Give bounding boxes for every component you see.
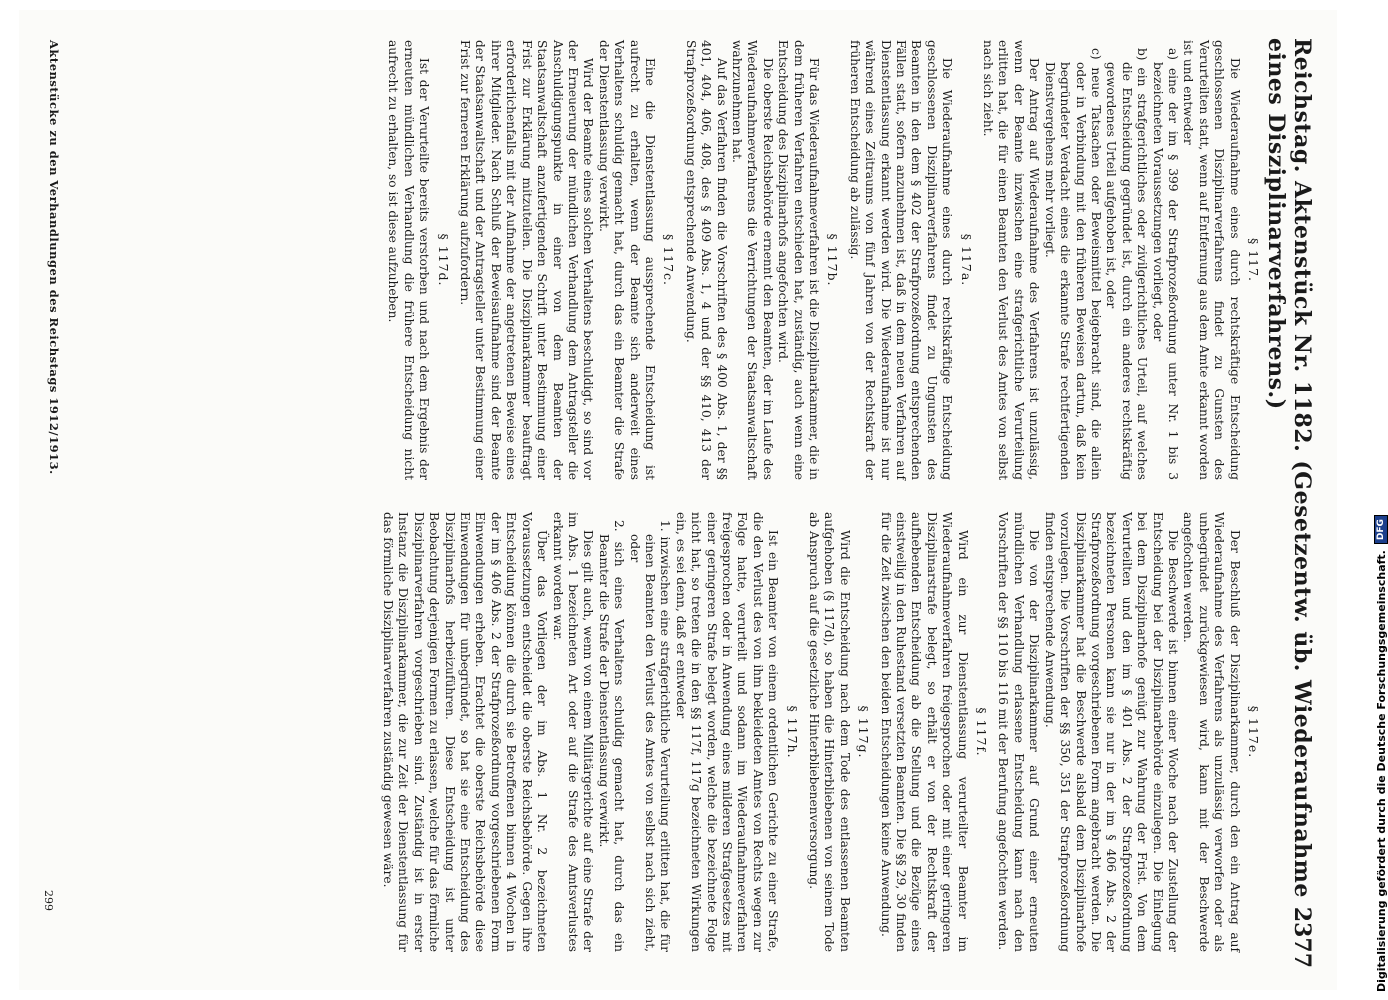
section-heading: § 117e. bbox=[1246, 705, 1261, 759]
digitization-credit bbox=[1374, 515, 1388, 992]
paragraph: Die Wiederaufnahme eines durch rechtskräftige Entscheidung geschlossenen Disziplinarverfahrens findet zu Gunsten des Verurteilten statt, wenn auf Entfernung aus dem Amte erkannt worden ist und entweder bbox=[1181, 40, 1242, 480]
folio-number: 299 bbox=[42, 890, 55, 911]
paragraph: Wird die Entscheidung nach dem Tode des entlassenen Beamten aufgehoben (§ 117d), so haben die Hinterbliebenen von seinem Tode ab Anspruch auf die gesetzliche Hinterbliebenenversorgung. bbox=[807, 512, 852, 952]
paragraph: Die Wiederaufnahme eines durch rechtskräftige Entscheidung geschlossenen Disziplinarverfahrens findet zu Ungunsten des Beamten in den dem § 402 der Strafprozeßordnung entsprechenden Fällen statt, sofern anzunehmen ist, daß in dem neuen Verfahren auf Dienstentlassung erkannt werden wird. Die Wiederaufnahme ist nur während eines Zeitraums von fünf Jahren von der Rechtskraft der früheren Entscheidung ab zulässig. bbox=[847, 40, 955, 480]
paragraph: Für das Wiederaufnahmeverfahren ist die Disziplinarkammer, die in dem früheren Verfahren entschieden hat, zuständig, auch wenn eine Entscheidung des Disziplinarhofs angefochten wird. bbox=[776, 40, 822, 480]
right-text-column bbox=[380, 512, 1267, 952]
list-item: b) ein strafgerichtliches oder zivilgerichtliches Urteil, auf welches die Entscheidung gegründet ist, durch ein anderes rechtskräftig gewordenes Urteil aufgehoben ist, oder bbox=[1104, 48, 1150, 480]
paragraph: Die Beschwerde ist binnen einer Woche nach der Zustellung der Entscheidung bei der Disziplinarbehörde einzulegen. Die Einlegung bei dem Disziplinarhofe genügt zur Wahrung der Frist. Von dem Verurteilten und den im § 401 Abs. 2 der Strafprozeßordnung bezeichneten Personen kann sie nur in der im § 406 Abs. 2 der Strafprozeßordnung vorgeschriebenen Form angebracht werden. Die Disziplinarkammer hat die Beschwerde alsbald dem Disziplinarhofe vorzulegen. Die Vorschriften der §§ 350, 351 der Strafprozeßordnung finden entsprechende Anwendung. bbox=[1042, 512, 1180, 952]
page-header bbox=[1263, 38, 1315, 968]
document-page bbox=[19, 10, 1337, 990]
section-heading: § 117. bbox=[1246, 237, 1261, 283]
list-item: 1. inzwischen eine strafgerichtliche Verurteilung erlitten hat, die für einen Beamten den Verlust des Amtes von selbst nach sich zieht, oder bbox=[627, 520, 673, 952]
section-heading: § 117h. bbox=[784, 705, 800, 759]
credit-text: Digitalisierung gefördert durch die Deutsche Forschungsgemeinschaft. bbox=[1374, 550, 1388, 992]
page-title: Reichstag. Aktenstück Nr. 1182. (Gesetzentw. üb. Wiederaufnahme eines Disziplinarverfahrens.) bbox=[1263, 38, 1315, 898]
paragraph: Ist ein Beamter von einem ordentlichen Gerichte zu einer Strafe, die den Verlust des von ihm bekleideten Amtes von Rechts wegen zur Folge hatte, verurteilt und sodann im Wiederaufnahmeverfahren freigesprochen oder in Anwendung eines milderen Strafgesetzes mit einer geringeren Strafe belegt worden, welche die bezeichnete Folge nicht hat, so treten die in den §§ 117f, 117g bezeichneten Wirkungen ein, es sei denn, daß er entweder bbox=[673, 512, 781, 952]
section-heading: § 117d. bbox=[435, 233, 451, 287]
list-item: 2. sich eines Verhaltens schuldig gemacht hat, durch das ein Beamter die Strafe der Dienstentlassung verwirkt. bbox=[596, 520, 627, 952]
paragraph: Die von der Disziplinarkammer auf Grund einer erneuten mündlichen Verhandlung erlassene Entscheidung kann nach den Vorschriften der §§ 110 bis 116 mit der Berufung angefochten werden. bbox=[996, 512, 1042, 952]
section-heading: § 117a. bbox=[958, 233, 974, 287]
list-item: c) neue Tatsachen oder Beweismittel beigebracht sind, die allein oder in Verbindung mit den früheren Beweisen dartun, daß kein begründeter Verdacht eines die erkannte Strafe rechtfertigenden Dienstvergehens mehr vorliegt. bbox=[1042, 48, 1103, 480]
paragraph: Über das Vorliegen der im Abs. 1 Nr. 2 bezeichneten Voraussetzungen entscheidet die oberste Reichsbehörde. Gegen ihre Entscheidung können die durch sie Betroffenen binnen 4 Wochen in der im § 406 Abs. 2 der Strafprozeßordnung vorgeschriebenen Form Einwendungen erheben. Erachtet die oberste Reichsbehörde diese Einwendungen für unbegründet, so hat sie eine Entscheidung des Disziplinarhofs herbeizuführen. Diese Entscheidung ist unter Beobachtung derjenigen Formen zu erlassen, welche für das förmliche Disziplinarverfahren vorgeschrieben sind. Zuständig ist in erster Instanz die Disziplinarkammer, die zur Zeit der Dienstentlassung für das förmliche Disziplinarverfahren zuständig gewesen wäre. bbox=[381, 512, 550, 952]
paragraph: Eine die Dienstentlassung aussprechende Entscheidung ist aufrecht zu erhalten, wenn der Beamte sich anderweit eines Verhaltens schuldig gemacht hat, durch das ein Beamter die Strafe der Dienstentlassung verwirkt. bbox=[596, 40, 657, 480]
paragraph: Die oberste Reichsbehörde ernennt den Beamten, der im Laufe des Wiederaufnahmeverfahrens die Verrichtungen der Staatsanwaltschaft wahrzunehmen hat. bbox=[730, 40, 775, 480]
paragraph: Auf das Verfahren finden die Vorschriften des § 400 Abs. 1, der §§ 401, 404, 406, 408, des § 409 Abs. 1, 4 und der §§ 410, 413 der Strafprozeßordnung entsprechende Anwendung. bbox=[683, 40, 729, 480]
left-text-column bbox=[385, 40, 1267, 480]
paragraph: Wird ein zur Dienstentlassung verurteilter Beamter im Wiederaufnahmeverfahren freigesprochen oder mit einer geringeren Disziplinarstrafe belegt, so erhält er von der Rechtskraft der aufhebenden Entscheidung ab die Stellung und die Bezüge eines einstweilig in den Ruhestand versetzten Beamten. Die §§ 29, 30 finden für die Zeit zwischen den beiden Entscheidungen keine Anwendung. bbox=[878, 512, 970, 952]
page-footer: Aktenstücke zu den Verhandlungen des Reichstags 1912/1913. bbox=[47, 40, 61, 475]
paragraph: Wird der Beamte eines solchen Verhaltens beschuldigt, so sind vor der Erneuerung der mündlichen Verhandlung dem Antragsteller die Anschuldigungspunkte in einer von dem Beamten der Staatsanwaltschaft anzufertigenden Schrift unter Bestimmung einer Frist zur Erklärung mitzuteilen. Die Disziplinarkammer beauftragt erforderlichenfalls mit der Aufnahme der angetretenen Beweise eines ihrer Mitglieder. Nach Schluß der Beweisaufnahme sind der Beamte der Staatsanwaltschaft und der Antragsteller unter Bestimmung einer Frist zur ferneren Erklärung aufzufordern. bbox=[458, 40, 596, 480]
page-number: 2377 bbox=[1289, 906, 1315, 968]
list-item: a) eine der im § 399 der Strafprozeßordnung unter Nr. 1 bis 3 bezeichneten Voraussetzungen vorliegt, oder bbox=[1150, 48, 1180, 480]
paragraph: Ist der Verurteilte bereits verstorben und nach dem Ergebnis der erneuten mündlichen Verhandlung die frühere Entscheidung nicht aufrecht zu erhalten, so ist diese aufzuheben. bbox=[386, 40, 432, 480]
dfg-logo: DFG bbox=[1374, 515, 1388, 544]
paragraph: Der Antrag auf Wiederaufnahme des Verfahrens ist unzulässig, wenn der Beamte inzwischen eine strafgerichtliche Verurteilung erlitten hat, die für einen Beamten den Verlust des Amtes von selbst nach sich zieht. bbox=[981, 40, 1042, 480]
section-heading: § 117g. bbox=[856, 705, 872, 759]
section-heading: § 117f. bbox=[974, 707, 990, 757]
section-heading: § 117b. bbox=[825, 233, 841, 287]
section-heading: § 117c. bbox=[661, 233, 677, 287]
paragraph: Der Beschluß der Disziplinarkammer, durch den ein Antrag auf Wiederaufnahme des Verfahrens als unzulässig verworfen oder als unbegründet zurückgewiesen wird, kann mit der Beschwerde angefochten werden. bbox=[1181, 512, 1242, 952]
paragraph: Dies gilt auch, wenn von einem Militärgerichte auf eine Strafe der im Abs. 1 bezeichneten Art oder auf die Strafe des Amtsverlustes erkannt worden war. bbox=[550, 512, 596, 952]
